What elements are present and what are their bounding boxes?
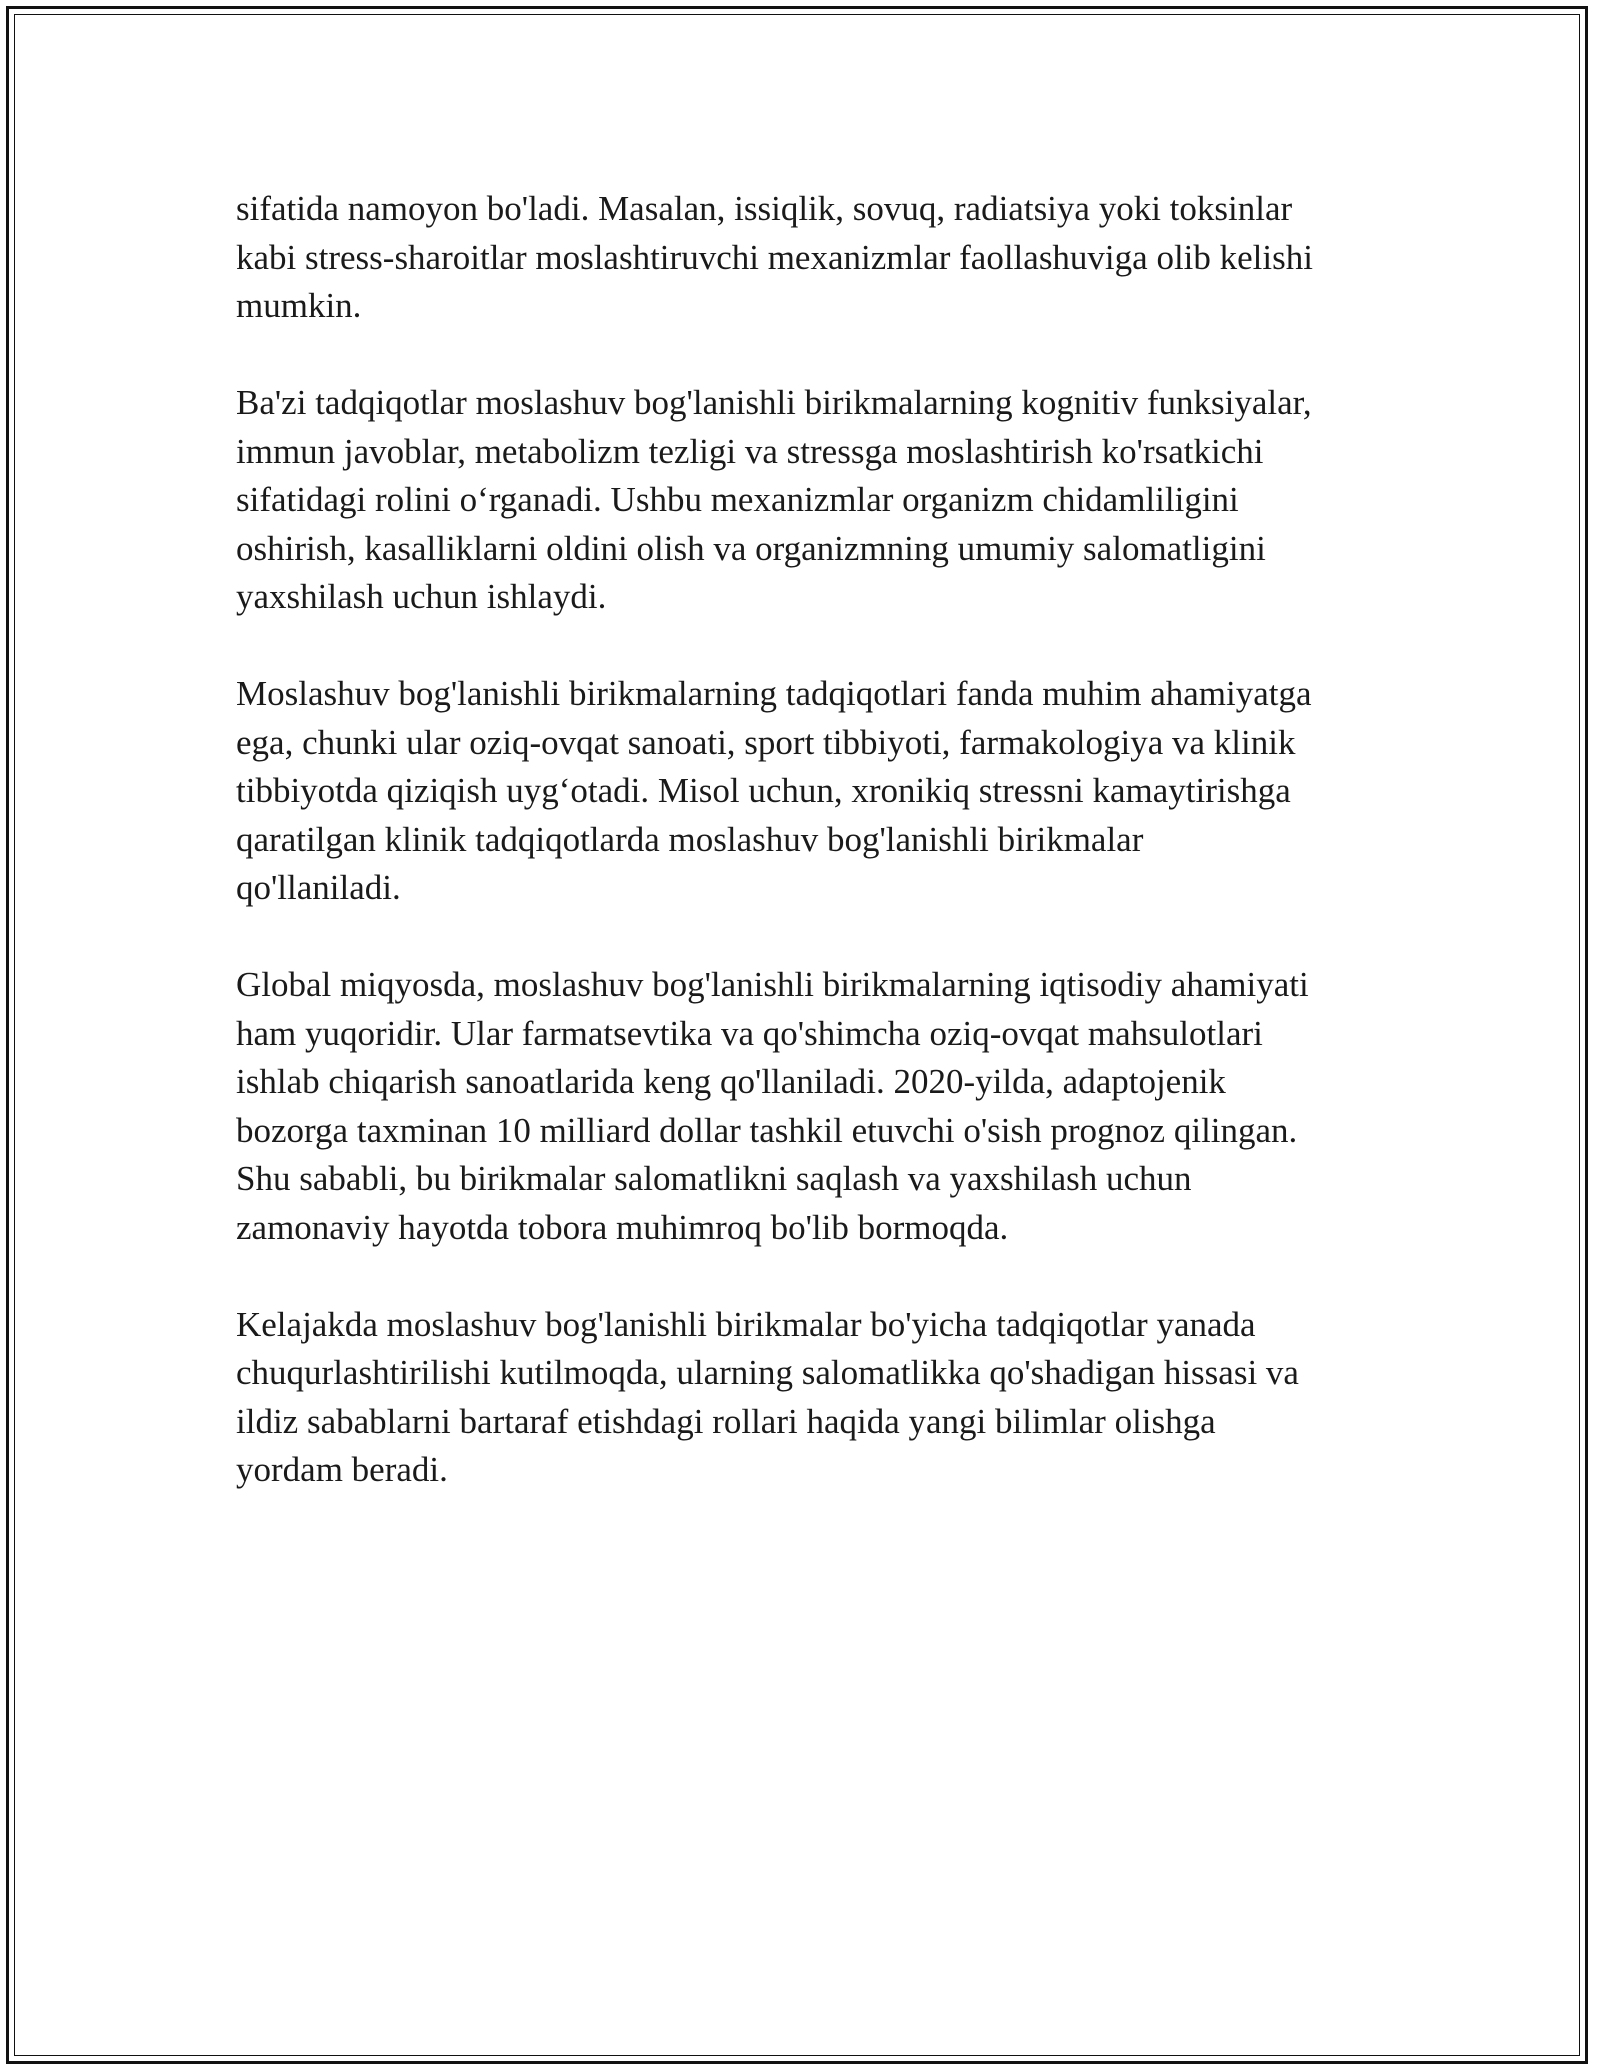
paragraph-line: ega, chunki ular oziq-ovqat sanoati, sport tibbiyoti, farmakologiya va klinik [236,722,1296,762]
paragraph-line: ildiz sabablarni bartaraf etishdagi rollari haqida yangi bilimlar olishga [236,1401,1216,1441]
paragraph-line: bozorga taxminan 10 milliard dollar tashkil etuvchi o'sish prognoz qilingan. [236,1110,1298,1150]
paragraph-line: immun javoblar, metabolizm tezligi va stressga moslashtirish ko'rsatkichi [236,431,1264,471]
paragraph-line: qaratilgan klinik tadqiqotlarda moslashuv bog'lanishli birikmalar [236,819,1144,859]
paragraph-line: qo'llaniladi. [236,868,401,907]
paragraph-line: chuqurlashtirilishi kutilmoqda, ularning salomatlikka qo'shadigan hissasi va [236,1353,1299,1392]
paragraph-line: ishlab chiqarish sanoatlarida keng qo'llaniladi. 2020-yilda, adaptojenik [236,1062,1226,1101]
paragraph-line: sifatida namoyon bo'ladi. Masalan, issiqlik, sovuq, radiatsiya yoki toksinlar [236,189,1293,228]
paragraph-line: ham yuqoridir. Ular farmatsevtika va qo'shimcha oziq-ovqat mahsulotlari [236,1013,1263,1053]
paragraph-line: mumkin. [236,286,362,325]
paragraph-line: Global miqyosda, moslashuv bog'lanishli birikmalarning iqtisodiy ahamiyati [236,965,1309,1004]
paragraph-1 [236,185,1376,331]
paragraph-line: Kelajakda moslashuv bog'lanishli birikmalar bo'yicha tadqiqotlar yanada [236,1304,1256,1344]
document-body [236,185,1376,1543]
paragraph-line: Ba'zi tadqiqotlar moslashuv bog'lanishli birikmalarning kognitiv funksiyalar, [236,383,1312,422]
paragraph-2 [236,379,1376,622]
paragraph-line: oshirish, kasalliklarni oldini olish va organizmning umumiy salomatligini [236,528,1266,568]
paragraph-line: zamonaviy hayotda tobora muhimroq bo'lib bormoqda. [236,1207,1009,1247]
paragraph-4 [236,961,1376,1252]
paragraph-line: Shu sababli, bu birikmalar salomatlikni saqlash va yaxshilash uchun [236,1159,1192,1198]
paragraph-line: yordam beradi. [236,1450,448,1489]
paragraph-5 [236,1301,1376,1495]
paragraph-line: sifatidagi rolini o‘rganadi. Ushbu mexanizmlar organizm chidamliligini [236,480,1239,519]
paragraph-3 [236,670,1376,913]
paragraph-line: tibbiyotda qiziqish uyg‘otadi. Misol uchun, xronikiq stressni kamaytirishga [236,771,1291,810]
paragraph-line: kabi stress-sharoitlar moslashtiruvchi mexanizmlar faollashuviga olib kelishi [236,237,1313,277]
paragraph-line: yaxshilash uchun ishlaydi. [236,577,607,616]
paragraph-line: Moslashuv bog'lanishli birikmalarning tadqiqotlari fanda muhim ahamiyatga [236,674,1312,713]
